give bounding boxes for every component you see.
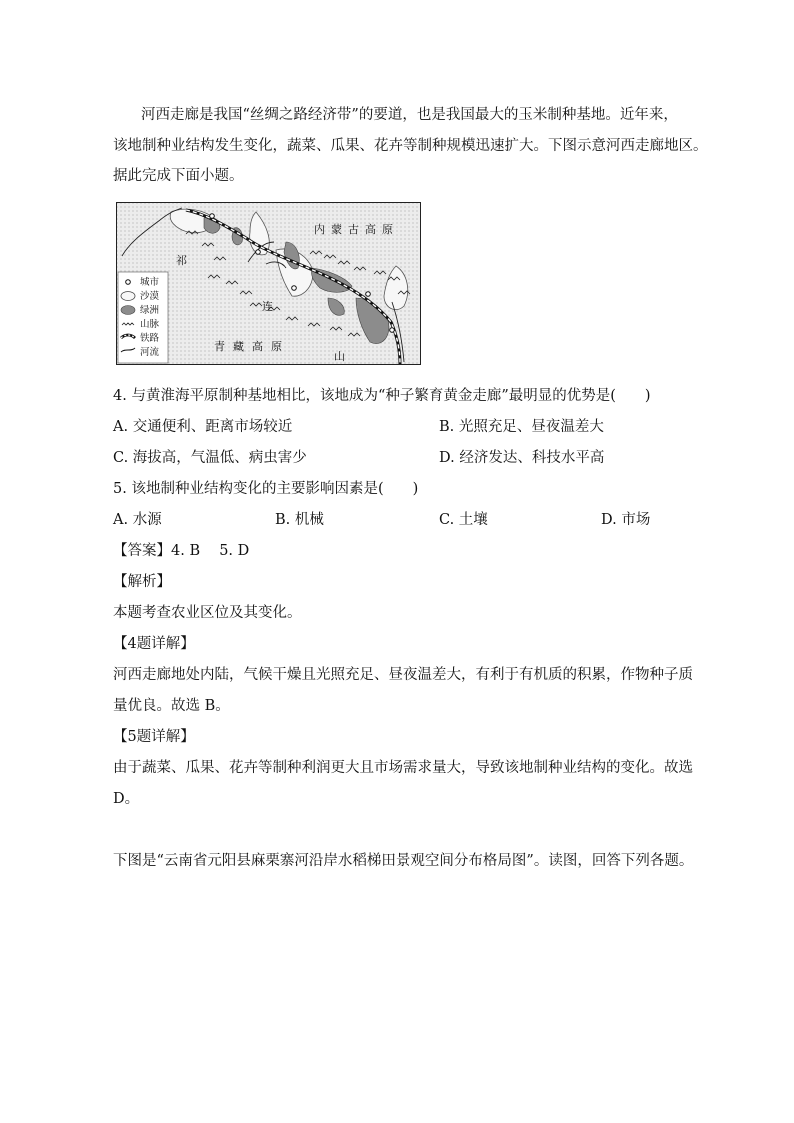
label-qinghai-tibet: 青藏高原	[214, 340, 290, 353]
legend-river: 河流	[140, 347, 160, 358]
q4-detail-line-2: 量优良。故选 B。	[113, 698, 230, 714]
label-inner-mongolia: 内蒙古高原	[314, 223, 399, 236]
q5-detail-line-2: D。	[113, 791, 140, 807]
intro-line-2: 该地制种业结构发生变化，蔬菜、瓜果、花卉等制种规模迅速扩大。下图示意河西走廊地区。	[113, 138, 708, 154]
legend-railway: 铁路	[140, 333, 160, 344]
hexi-corridor-map	[116, 202, 421, 365]
legend-mountain: 山脉	[140, 319, 160, 330]
answer-line: 【答案】4. B 5. D	[113, 543, 250, 559]
map-legend	[118, 272, 168, 363]
legend-city: 城市	[140, 277, 160, 288]
q4-option-d: D. 经济发达、科技水平高	[439, 450, 605, 466]
q5-detail-line-1: 由于蔬菜、瓜果、花卉等制种利润更大且市场需求量大，导致该地制种业结构的变化。故选	[113, 760, 693, 776]
q4-detail-line-1: 河西走廊地处内陆，气候干燥且光照充足、昼夜温差大，有利于有机质的积累，作物种子质	[113, 667, 693, 683]
q4-option-a: A. 交通便利、距离市场较近	[113, 419, 293, 435]
intro-line-1: 河西走廊是我国“丝绸之路经济带”的要道，也是我国最大的玉米制种基地。近年来，	[141, 107, 678, 123]
q4-detail-heading: 【4题详解】	[113, 636, 195, 652]
analysis-text: 本题考查农业区位及其变化。	[113, 605, 302, 621]
label-shan: 山	[334, 350, 345, 363]
q4-stem: 4. 与黄淮海平原制种基地相比，该地成为“种子繁育黄金走廊”最明显的优势是( )	[113, 388, 651, 404]
legend-oasis: 绿洲	[140, 305, 160, 316]
q5-option-b: B. 机械	[275, 512, 324, 528]
q4-option-b: B. 光照充足、昼夜温差大	[439, 419, 604, 435]
q4-option-c: C. 海拔高，气温低、病虫害少	[113, 450, 307, 466]
q5-option-a: A. 水源	[113, 512, 162, 528]
map-svg	[116, 202, 421, 365]
analysis-heading: 【解析】	[113, 574, 171, 590]
next-question-intro: 下图是“云南省元阳县麻栗寨河沿岸水稻梯田景观空间分布格局图”。读图，回答下列各题。	[113, 853, 694, 869]
intro-line-3: 据此完成下面小题。	[113, 168, 244, 184]
q5-stem: 5. 该地制种业结构变化的主要影响因素是( )	[113, 481, 419, 497]
legend-desert: 沙漠	[140, 291, 160, 302]
label-qi: 祁	[176, 254, 187, 267]
label-lian: 连	[262, 300, 273, 313]
q5-option-d: D. 市场	[601, 512, 651, 528]
q5-option-c: C. 土壤	[439, 512, 488, 528]
q5-detail-heading: 【5题详解】	[113, 729, 195, 745]
